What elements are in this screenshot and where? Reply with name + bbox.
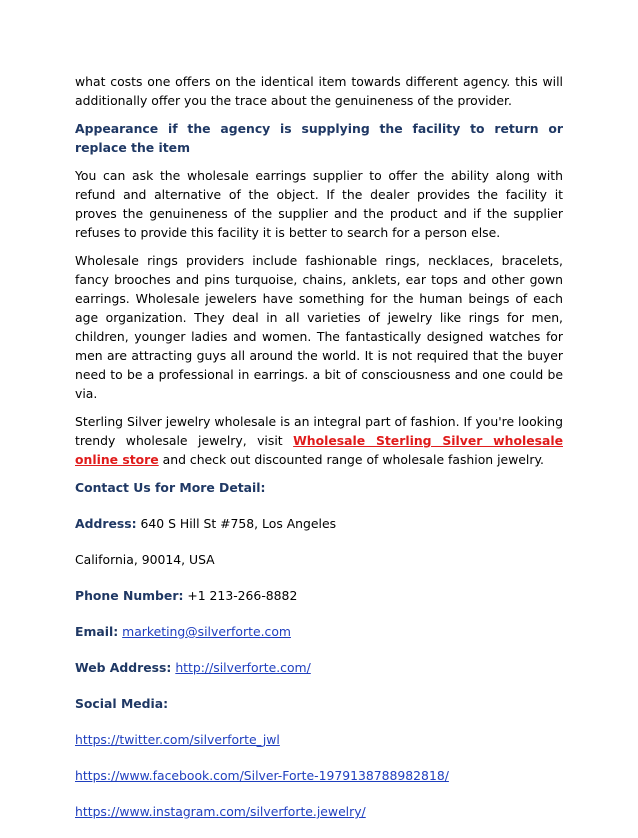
web-address-link[interactable]: http://silverforte.com/ — [175, 660, 311, 675]
social-link-row-facebook — [75, 766, 563, 785]
facebook-link[interactable]: https://www.facebook.com/Silver-Forte-1979138788982818/ — [75, 768, 449, 783]
phone-value: +1 213-266-8882 — [183, 588, 298, 603]
sterling-text-before: Sterling Silver jewelry wholesale is an integral part of fashion. If you're looking trendy wholesale jewelry, visit — [75, 414, 563, 448]
web-address-label: Web Address: — [75, 660, 172, 675]
paragraph-genuineness: what costs one offers on the identical item towards different agency. this will additionally offer you the trace about the genuineness of the provider. — [75, 74, 563, 108]
phone-label: Phone Number: — [75, 588, 184, 603]
social-link-row-instagram — [75, 802, 563, 821]
contact-heading: Contact Us for More Detail: — [75, 480, 266, 495]
address-line-2: California, 90014, USA — [75, 552, 215, 567]
social-media-heading: Social Media: — [75, 696, 169, 711]
address-line — [75, 514, 563, 533]
paragraph-rings-providers: Wholesale rings providers include fashionable rings, necklaces, bracelets, fancy brooches and pins turquoise, chains, anklets, ear tops and other gown earrings. Wholesale jewelers have something for the human beings of each age organization. They deal in all varieties of jewelry like rings for men, children, younger ladies and women. The fantastically designed watches for men are attracting guys all around the world. It is not required that the buyer need to be a professional in earrings. a bit of consciousness and one could be via. — [75, 253, 563, 401]
email-label: Email: — [75, 624, 119, 639]
phone-line — [75, 586, 563, 605]
paragraph-sterling-silver — [75, 412, 563, 469]
section-heading-return-replace: Appearance if the agency is supplying the facility to return or replace the item — [75, 121, 563, 155]
address-label: Address: — [75, 516, 137, 531]
wholesale-store-link[interactable]: Wholesale Sterling Silver wholesale online store — [75, 433, 563, 467]
document-page — [75, 72, 563, 838]
twitter-link[interactable]: https://twitter.com/silverforte_jwl — [75, 732, 280, 747]
paragraph-refund: You can ask the wholesale earrings supplier to offer the ability along with refund and alternative of the object. If the dealer provides the facility it proves the genuineness of the supplier and the product and if the supplier refuses to provide this facility it is better to search for a person else. — [75, 168, 563, 240]
web-address-line — [75, 658, 563, 677]
address-value: 640 S Hill St #758, Los Angeles — [136, 516, 337, 531]
email-link[interactable]: marketing@silverforte.com — [122, 624, 291, 639]
email-line — [75, 622, 563, 641]
social-link-row-twitter — [75, 730, 563, 749]
instagram-link[interactable]: https://www.instagram.com/silverforte.jewelry/ — [75, 804, 366, 819]
sterling-text-after: and check out discounted range of wholesale fashion jewelry. — [158, 452, 544, 467]
